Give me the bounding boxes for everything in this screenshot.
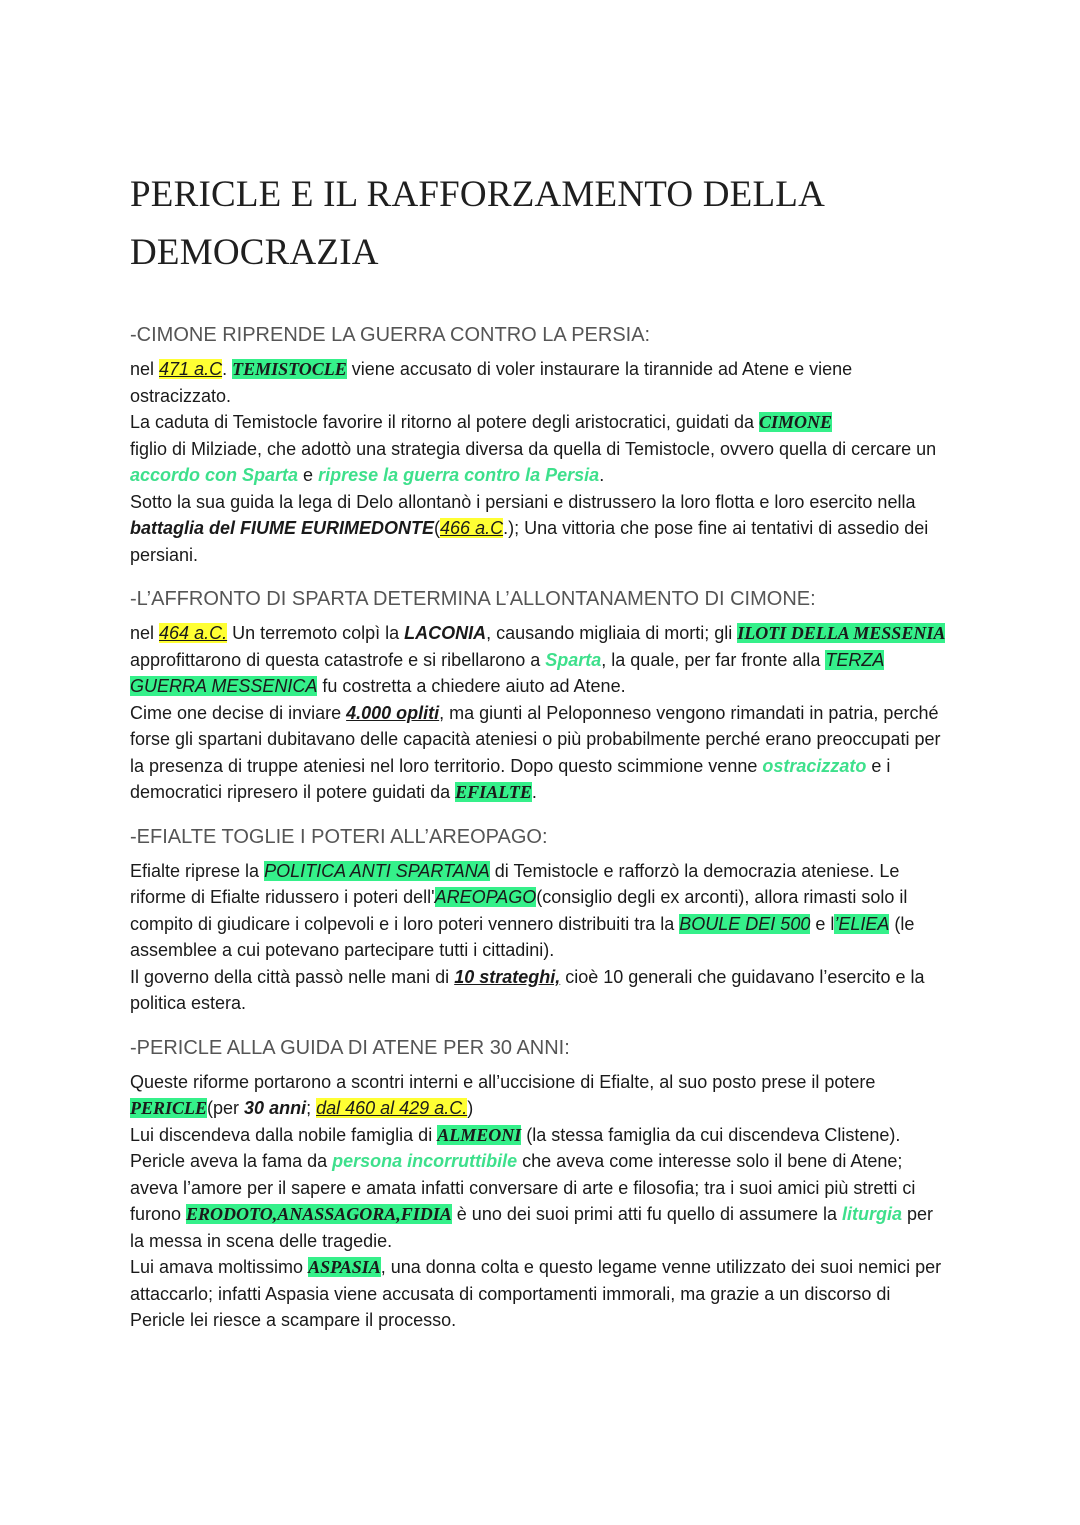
key-phrase: liturgia [842, 1204, 903, 1224]
name-highlight: CIMONE [759, 412, 833, 432]
text-run: e l [810, 913, 835, 934]
text-run: che aveva come interesse solo il bene di Atene; aveva l’amore per il sapere e amata infatti conversare di arte e filosofia; tra i suoi amici più stretti ci furono [130, 1151, 916, 1224]
key-number: 4.000 opliti [346, 702, 440, 723]
text-run: , causando migliaia di morti; gli [486, 623, 738, 643]
section-heading: -L’AFFRONTO DI SPARTA DETERMINA L’ALLONTANAMENTO DI CIMONE: [130, 588, 816, 610]
text-run: ( [434, 518, 441, 538]
date-highlight: 466 a.C [440, 518, 504, 538]
section-sparta [130, 586, 950, 806]
key-phrase: persona incorruttibile [332, 1151, 518, 1171]
text-run: figlio di Milziade, che adottò una strategia diversa da quella di Temistocle, ovvero quella di cercare un [130, 438, 937, 459]
text-run: ; [306, 1098, 317, 1118]
text-run: per la messa in scena delle tragedie. Lui amava moltissimo [130, 1204, 934, 1277]
text-run: viene accusato di voler instaurare la tirannide ad Atene e viene ostracizzato. La caduta di Temistocle favorire il ritorno al potere degli aristocratici, guidati da [130, 359, 853, 432]
name-highlight: EFIALTE [455, 782, 532, 802]
name-highlight: TERZA GUERRA MESSENICA [130, 649, 885, 696]
text-run: (per [207, 1098, 245, 1118]
key-number: 30 anni [244, 1098, 307, 1118]
section-body [130, 858, 950, 1017]
section-cimone [130, 322, 950, 568]
text-run: , la quale, per far fronte alla [601, 649, 826, 670]
text-run: di Temistocle e rafforzò la democrazia ateniese. Le riforme di Efialte ridussero i poteri dell' [130, 860, 900, 907]
date-highlight: 471 a.C [159, 359, 223, 379]
name-highlight: ERODOTO,ANASSAGORA,FIDIA [186, 1204, 452, 1224]
key-number: 10 strateghi, [454, 966, 561, 987]
name-highlight: PERICLE [130, 1098, 208, 1118]
text-run: è uno dei suoi primi atti fu quello di assumere la [451, 1204, 843, 1224]
section-efialte [130, 824, 950, 1017]
name-highlight: AREOPAGO [434, 887, 537, 907]
text-run: (consiglio degli ex arconti), allora rimasti solo il compito di giudicare i colpevoli e i loro poteri vennero distribuiti tra la [130, 887, 908, 934]
text-run: nel [130, 359, 160, 379]
text-run: Un terremoto colpì la [227, 623, 405, 643]
section-body [130, 1069, 950, 1334]
text-run: fu costretta a chiedere aiuto ad Atene. Cime one decise di inviare [130, 676, 626, 723]
text-run: Queste riforme portarono a scontri interni e all’uccisione di Efialte, al suo posto prese il potere [130, 1071, 876, 1092]
key-phrase: accordo con Sparta [130, 465, 299, 485]
text-run: . Sotto la sua guida la lega di Delo allontanò i persiani e distrussero la loro flotta e loro esercito nella [130, 465, 916, 512]
text-run: ) Lui discendeva dalla nobile famiglia di [130, 1098, 474, 1145]
date-highlight: dal 460 al 429 a.C. [316, 1098, 468, 1118]
name-highlight: BOULE DEI 500 [679, 913, 811, 934]
name-highlight: POLITICA ANTI SPARTANA [264, 860, 490, 881]
text-run: cioè 10 generali che guidavano l’esercito e la politica estera. [130, 966, 925, 1013]
section-heading: -CIMONE RIPRENDE LA GUERRA CONTRO LA PERSIA: [130, 324, 651, 346]
text-run: e [298, 465, 319, 485]
section-body [130, 620, 950, 806]
text-run: . [531, 782, 537, 802]
section-body [130, 356, 950, 568]
key-event: battaglia del FIUME EURIMEDONTE [130, 518, 435, 538]
section-heading: -PERICLE ALLA GUIDA DI ATENE PER 30 ANNI: [130, 1036, 570, 1059]
key-phrase: ostracizzato [762, 755, 867, 776]
text-run: . [222, 359, 233, 379]
text-run: Efialte riprese la [130, 860, 265, 881]
text-run: e i democratici ripresero il potere guidati da [130, 755, 891, 802]
text-run: .); Una vittoria che pose fine ai tentativi di assedio dei persiani. [130, 518, 929, 565]
text-run: , una donna colta e questo legame venne utilizzato dei suoi nemici per attaccarlo; infatti Aspasia viene accusata di comportamenti immorali, ma grazie a un discorso di Pericle lei riesce a scampare il processo. [130, 1257, 942, 1330]
date-highlight: 464 a.C. [159, 623, 228, 643]
text-run: , ma giunti al Peloponneso vengono rimandati in patria, perché forse gli spartani dubitavano delle capacità ateniesi o più probabilmente perché erano preoccupati per la presenza di truppe ateniesi nel loro territorio. Dopo questo scimmione venne [130, 702, 941, 776]
key-phrase: riprese la guerra contro la Persia [318, 465, 600, 485]
section-heading: -EFIALTE TOGLIE I POTERI ALL’AREOPAGO: [130, 825, 548, 848]
section-pericle [130, 1035, 950, 1334]
page-title: PERICLE E IL RAFFORZAMENTO DELLA DEMOCRAZIA [130, 174, 823, 273]
key-phrase: Sparta [545, 649, 602, 670]
name-highlight: ILOTI DELLA MESSENIA [737, 623, 946, 643]
name-highlight: ALMEONI [437, 1124, 522, 1145]
key-place: LACONIA [404, 623, 487, 643]
name-highlight: ASPASIA [308, 1257, 381, 1277]
name-highlight: TEMISTOCLE [232, 359, 347, 379]
text-run: (le assemblee a cui potevano partecipare tutti i cittadini). Il governo della città passò nelle mani di [130, 913, 915, 987]
text-run: nel [130, 623, 160, 643]
text-run: approfittarono di questa catastrofe e si ribellarono a [130, 649, 546, 670]
name-highlight: ’ELIEA [834, 913, 890, 934]
text-run: (la stessa famiglia da cui discendeva Clistene). Pericle aveva la fama da [130, 1124, 901, 1171]
